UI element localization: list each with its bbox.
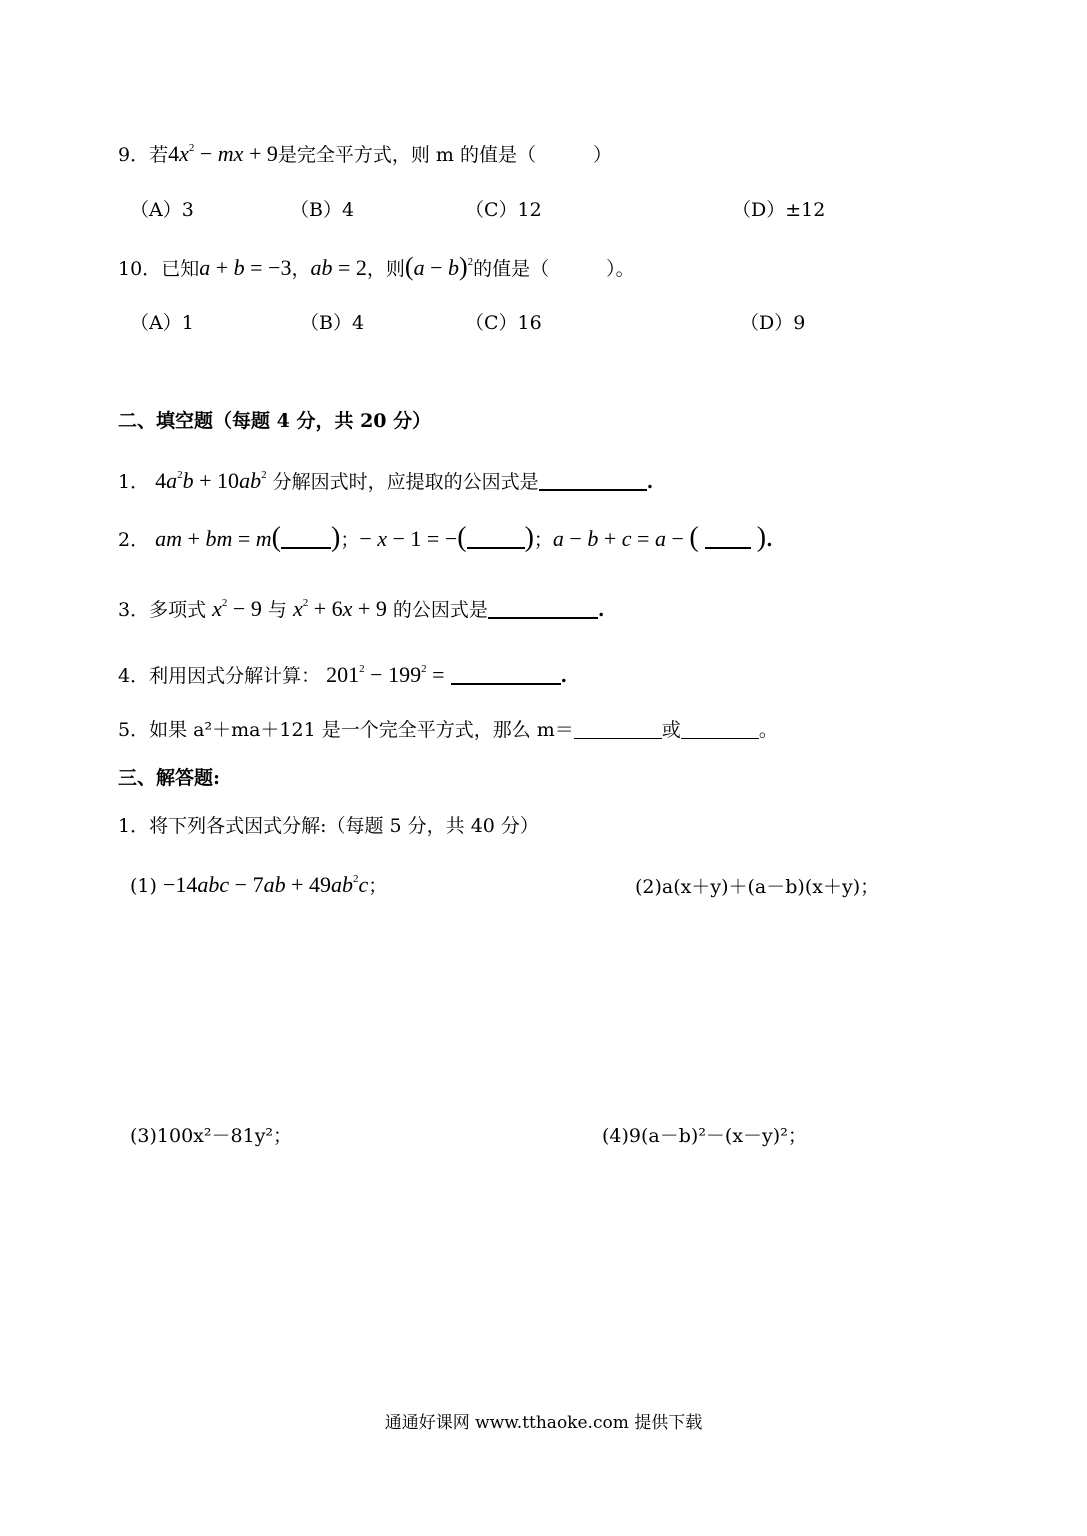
fill-3-expression-2: $x^2 + 6x + 9$ bbox=[292, 596, 387, 621]
fill-2-sep-1: ； bbox=[340, 529, 360, 551]
question-10-option-c: （C）16 bbox=[465, 312, 542, 334]
question-9-suffix: 是完全平方式，则 m 的值是（ ） bbox=[277, 144, 612, 166]
fill-question-2: 2． am + bm = m( )；− x − 1 = −( )；a − b + c = a − ( ). bbox=[118, 522, 773, 553]
fill-5-blank-1[interactable] bbox=[574, 718, 662, 739]
fill-2-blank-2[interactable] bbox=[467, 527, 525, 549]
question-10-option-d: （D）9 bbox=[740, 312, 806, 334]
fill-question-1: 1． $4a^2b + 10ab^2$ 分解因式时，应提取的公因式是 . bbox=[118, 468, 654, 493]
fill-3-prefix: 多项式 bbox=[149, 599, 207, 621]
question-9-option-d: （D）±12 bbox=[732, 199, 826, 221]
fill-5-number: 5． bbox=[118, 719, 150, 741]
solve-problem-1 bbox=[130, 871, 387, 900]
fill-1-text: 分解因式时，应提取的公因式是 bbox=[272, 471, 539, 493]
question-9-option-a: （A）3 bbox=[130, 199, 194, 221]
solve-problem-3: (3)100x²－81y²； bbox=[130, 1125, 293, 1147]
question-10-condition-product: ab = 2 bbox=[310, 255, 367, 280]
fill-5-blank-2[interactable] bbox=[681, 718, 759, 739]
fill-2-expression-2: − x − 1 = −( bbox=[359, 522, 467, 553]
fill-question-5 bbox=[118, 716, 778, 744]
question-10-sep2: ，则 bbox=[366, 258, 405, 280]
solve-problem-1-end: ； bbox=[368, 875, 388, 897]
question-10-number: 10． bbox=[118, 258, 162, 280]
question-10-expression: $(a - b)^2$ bbox=[404, 252, 474, 281]
section-2-title: 二、填空题（每题 4 分，共 20 分） bbox=[118, 410, 432, 432]
fill-1-expression: $4a^2b + 10ab^2$ bbox=[155, 468, 267, 493]
fill-4-prefix: 利用因式分解计算： bbox=[149, 665, 321, 687]
fill-3-number: 3． bbox=[118, 599, 150, 621]
question-9-option-c: （C）12 bbox=[465, 199, 542, 221]
fill-1-number: 1． bbox=[118, 471, 150, 493]
question-10-suffix: 的值是（ ）。 bbox=[473, 258, 635, 280]
solve-intro: 1．将下列各式因式分解:（每题 5 分，共 40 分） bbox=[118, 815, 539, 837]
fill-2-blank-1[interactable] bbox=[281, 527, 331, 549]
question-9-number: 9． bbox=[118, 144, 150, 166]
section-3-title: 三、解答题: bbox=[118, 767, 221, 789]
fill-question-3: 3．多项式 $x^2 - 9$ 与 $x^2 + 6x + 9$ 的公因式是 . bbox=[118, 596, 605, 621]
solve-problem-1-expression: $-14abc - 7ab + 49ab^2c$ bbox=[162, 872, 369, 897]
fill-5-end: 。 bbox=[758, 719, 778, 741]
question-9-option-b: （B）4 bbox=[290, 199, 355, 221]
solve-problem-2: (2)a(x＋y)＋(a－b)(x＋y)； bbox=[635, 876, 880, 898]
question-9 bbox=[118, 140, 612, 169]
question-10-option-b: （B）4 bbox=[300, 312, 365, 334]
fill-question-4: 4．利用因式分解计算： $201^2 - 199^2$ = . bbox=[118, 662, 568, 687]
fill-4-number: 4． bbox=[118, 665, 150, 687]
footer: 通通好课网 www.tthaoke.com 提供下载 bbox=[384, 1413, 703, 1433]
solve-problem-4: (4)9(a－b)²－(x－y)²； bbox=[602, 1125, 807, 1147]
fill-4-expression: $201^2 - 199^2$ = bbox=[326, 662, 445, 687]
fill-3-blank[interactable] bbox=[488, 597, 598, 619]
fill-5-text: 如果 a²＋ma＋121 是一个完全平方式，那么 m＝ bbox=[149, 719, 574, 741]
fill-3-expression-1: $x^2 - 9$ bbox=[212, 596, 262, 621]
solve-problem-1-label: (1) bbox=[130, 875, 157, 897]
fill-2-sep-2: ； bbox=[533, 529, 553, 551]
fill-2-blank-3[interactable] bbox=[705, 527, 751, 549]
fill-3-mid: 与 bbox=[267, 599, 287, 621]
question-10-prefix: 已知 bbox=[161, 258, 200, 280]
fill-5-or: 或 bbox=[661, 719, 681, 741]
fill-1-blank[interactable] bbox=[539, 469, 647, 491]
question-10-condition-sum: a + b = −3 bbox=[199, 255, 292, 280]
question-10-option-a: （A）1 bbox=[130, 312, 194, 334]
fill-2-expression-1: am + bm = m( bbox=[155, 522, 281, 553]
fill-3-text: 的公因式是 bbox=[392, 599, 488, 621]
fill-2-expression-3: a − b + c = a − ( bbox=[552, 522, 699, 553]
question-10 bbox=[118, 253, 635, 283]
question-10-sep1: ， bbox=[291, 258, 311, 280]
question-9-prefix: 若 bbox=[149, 144, 169, 166]
question-9-expression: $4x^2$ − mx + 9 bbox=[168, 141, 278, 166]
fill-4-blank[interactable] bbox=[451, 663, 561, 685]
fill-2-number: 2． bbox=[118, 529, 150, 551]
